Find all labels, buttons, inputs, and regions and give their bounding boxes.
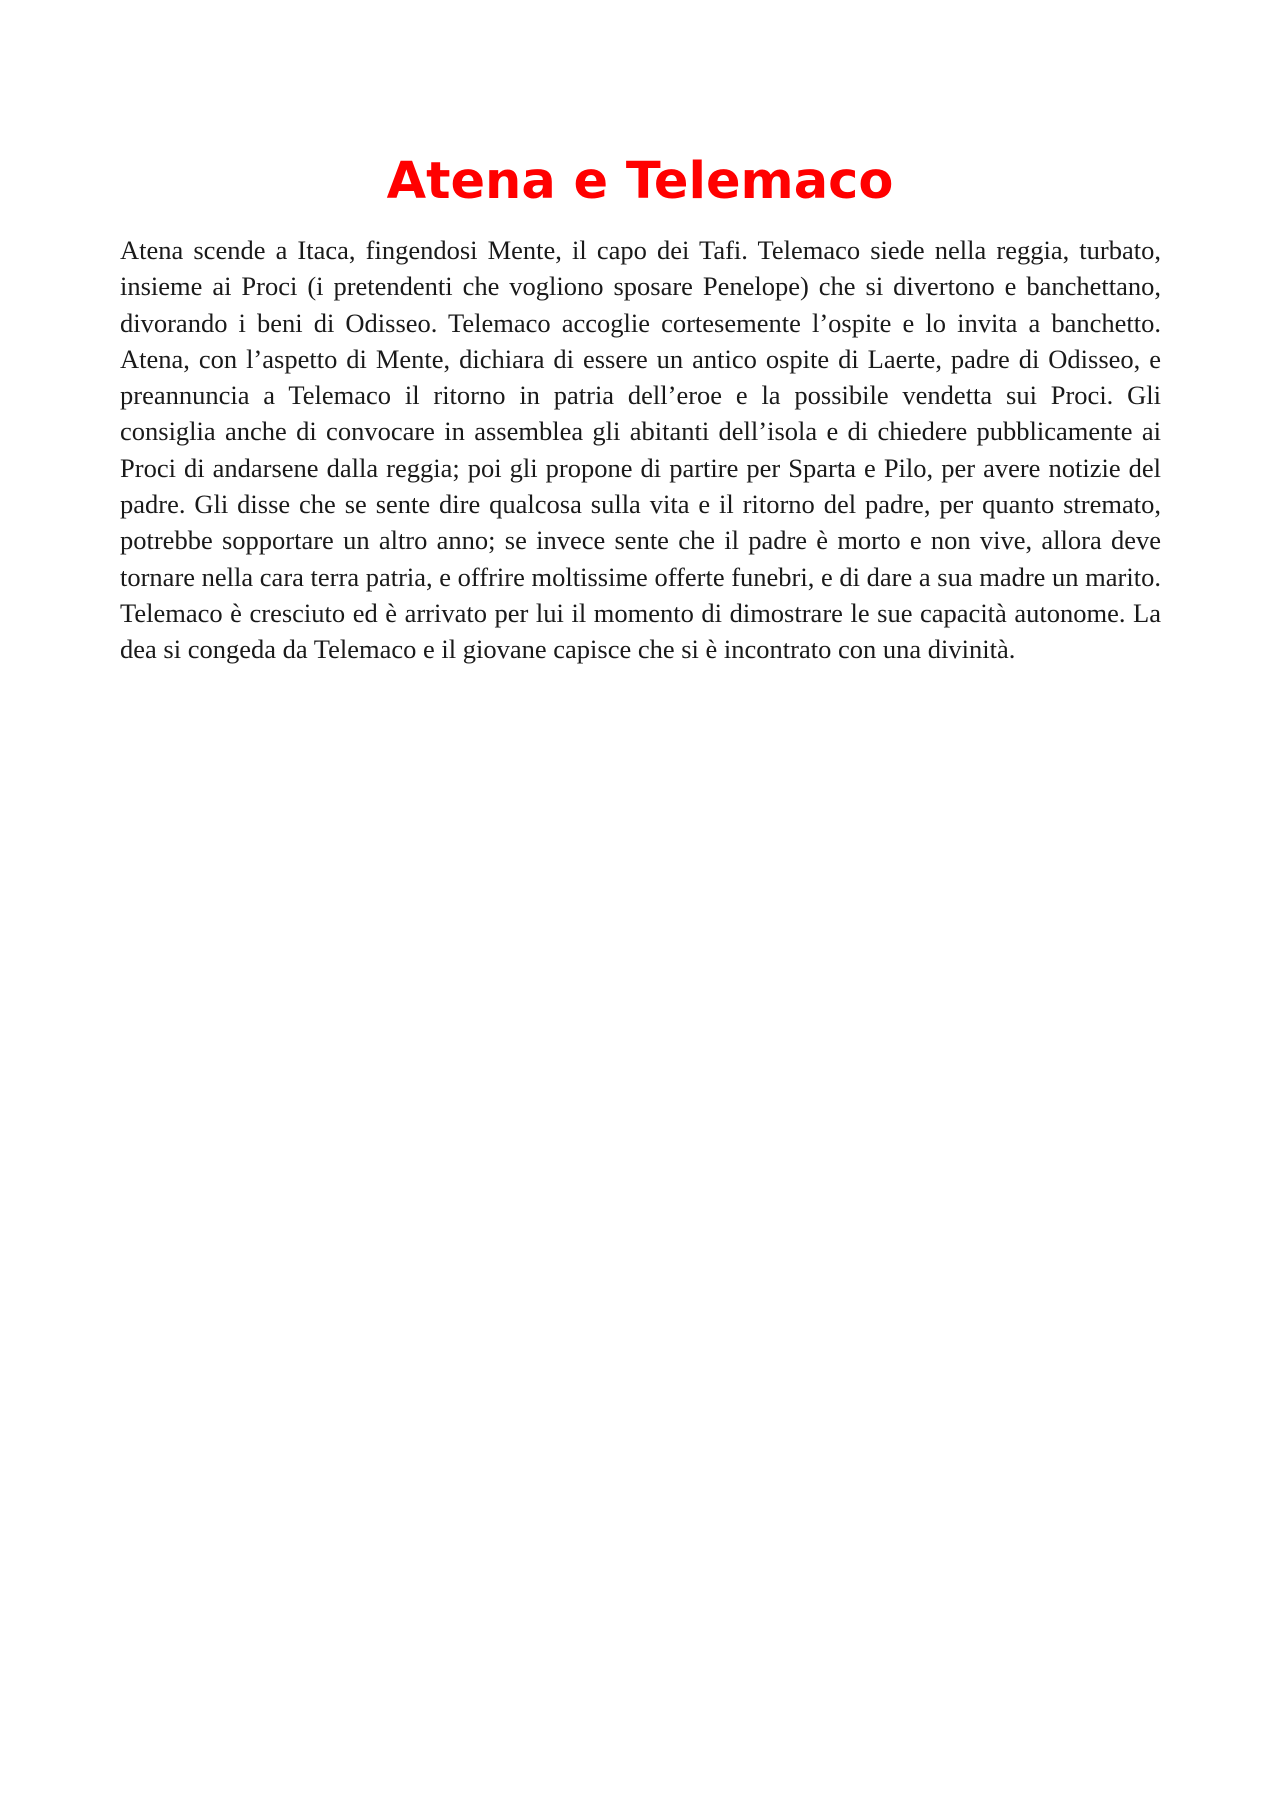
- document-title: Atena e Telemaco: [386, 152, 894, 211]
- document-paragraph: Atena scende a Itaca, fingendosi Mente, il capo dei Tafi. Telemaco siede nella reggia, turbato, insieme ai Proci (i pretendenti che vogliono sposare Penelope) che si divertono e banchettano, divorando i beni di Odisseo. Telemaco accoglie cortesemente l’ospite e lo invita a banchetto. Atena, con l’aspetto di Mente, dichiara di essere un antico ospite di Laerte, padre di Odisseo, e preannuncia a Telemaco il ritorno in patria dell’eroe e la possibile vendetta sui Proci. Gli consiglia anche di convocare in assemblea gli abitanti dell’isola e di chiedere pubblicamente ai Proci di andarsene dalla reggia; poi gli propone di partire per Sparta e Pilo, per avere notizie del padre. Gli disse che se sente dire qualcosa sulla vita e il ritorno del padre, per quanto stremato, potrebbe sopportare un altro anno; se invece sente che il padre è morto e non vive, allora deve tornare nella cara terra patria, e offrire moltissime offerte funebri, e di dare a sua madre un marito. Telemaco è cresciuto ed è arrivato per lui il momento di dimostrare le sue capacità autonome. La dea si congeda da Telemaco e il giovane capisce che si è incontrato con una divinità.: [120, 235, 1161, 665]
